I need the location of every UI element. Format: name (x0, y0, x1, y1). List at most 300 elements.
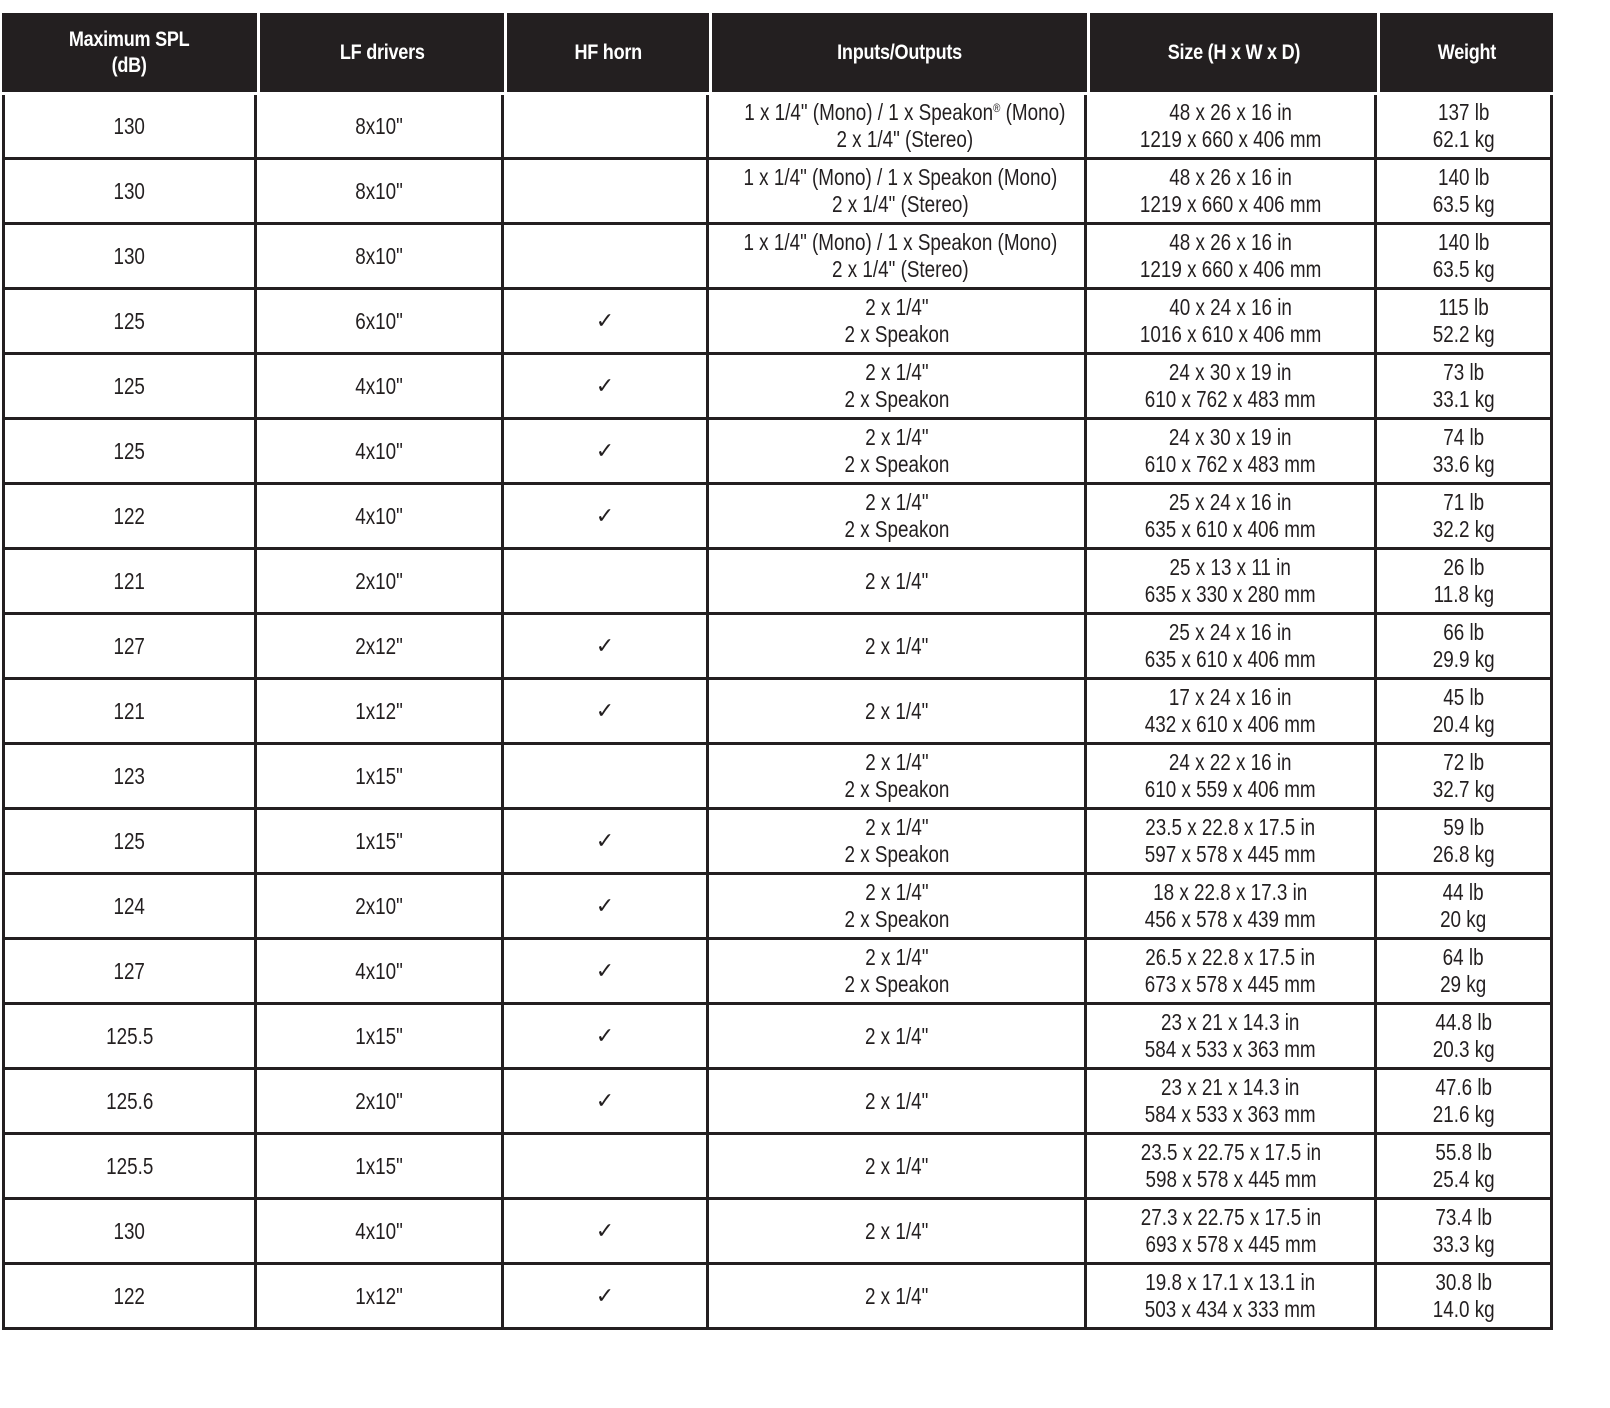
weight-kilograms: 29 kg (1440, 971, 1487, 997)
weight-kilograms: 21.6 kg (1432, 1101, 1495, 1127)
cell-size (1087, 225, 1377, 290)
size-millimeters: 1219 x 660 x 406 mm (1139, 256, 1322, 282)
size-inches: 25 x 24 x 16 in (1169, 489, 1292, 515)
cell-lf-drivers (257, 160, 504, 225)
lf-drivers-value: 1x15" (355, 827, 403, 854)
cell-lf-drivers (257, 810, 504, 875)
header-label: HF horn (574, 40, 642, 64)
checkmark-icon: ✓ (595, 1024, 615, 1049)
cell-lf-drivers (257, 355, 504, 420)
cell-max-spl (2, 160, 257, 225)
cell-weight (1377, 1265, 1553, 1330)
cell-max-spl (2, 550, 257, 615)
lf-drivers-value: 4x10" (355, 437, 403, 464)
header-inputs-outputs (709, 13, 1087, 95)
max-spl-value: 130 (113, 112, 146, 139)
weight-pounds: 44 lb (1443, 879, 1484, 905)
max-spl-value: 121 (113, 567, 146, 594)
cell-hf-horn (504, 1135, 709, 1200)
lf-drivers-value: 4x10" (355, 502, 403, 529)
cell-lf-drivers (257, 680, 504, 745)
table-row (2, 225, 1553, 290)
size-inches: 24 x 22 x 16 in (1169, 749, 1292, 775)
size-inches: 26.5 x 22.8 x 17.5 in (1145, 944, 1316, 970)
weight-pounds: 26 lb (1443, 554, 1484, 580)
cell-inputs-outputs (709, 550, 1087, 615)
checkmark-icon: ✓ (595, 1284, 615, 1309)
size-millimeters: 635 x 330 x 280 mm (1145, 581, 1316, 607)
table-row (2, 875, 1553, 940)
cell-weight (1377, 1135, 1553, 1200)
header-max-spl (2, 13, 257, 95)
cell-weight (1377, 160, 1553, 225)
header-hf-horn (504, 13, 709, 95)
io-line-1: 2 x 1/4" (864, 567, 929, 594)
table-row (2, 1135, 1553, 1200)
weight-kilograms: 33.3 kg (1432, 1231, 1495, 1257)
max-spl-value: 127 (113, 632, 146, 659)
cell-hf-horn (504, 810, 709, 875)
cell-inputs-outputs (709, 160, 1087, 225)
checkmark-icon: ✓ (595, 439, 615, 464)
weight-pounds: 44.8 lb (1435, 1009, 1492, 1035)
cell-hf-horn (504, 225, 709, 290)
cell-max-spl (2, 420, 257, 485)
cell-hf-horn (504, 875, 709, 940)
header-label: Inputs/Outputs (837, 40, 962, 64)
cell-size (1087, 1135, 1377, 1200)
header-label: Weight (1437, 40, 1496, 64)
cell-size (1087, 745, 1377, 810)
cell-hf-horn (504, 290, 709, 355)
cell-inputs-outputs (709, 485, 1087, 550)
cell-hf-horn (504, 1005, 709, 1070)
cell-hf-horn (504, 1200, 709, 1265)
io-line-1: 2 x 1/4" (864, 944, 929, 970)
lf-drivers-value: 8x10" (355, 112, 403, 139)
table-row (2, 160, 1553, 225)
header-label: LF drivers (339, 40, 425, 64)
cell-size (1087, 420, 1377, 485)
size-millimeters: 456 x 578 x 439 mm (1145, 906, 1316, 932)
io-line-1: 2 x 1/4" (864, 749, 929, 775)
cell-size (1087, 875, 1377, 940)
size-millimeters: 610 x 762 x 483 mm (1145, 451, 1316, 477)
size-inches: 18 x 22.8 x 17.3 in (1153, 879, 1308, 905)
weight-pounds: 140 lb (1437, 164, 1490, 190)
cell-lf-drivers (257, 940, 504, 1005)
max-spl-value: 125 (113, 437, 146, 464)
header-label: Maximum SPL (69, 27, 190, 51)
cell-inputs-outputs (709, 940, 1087, 1005)
cell-weight (1377, 355, 1553, 420)
header-lf-drivers (257, 13, 504, 95)
table-row (2, 290, 1553, 355)
weight-pounds: 45 lb (1443, 684, 1484, 710)
size-inches: 25 x 24 x 16 in (1169, 619, 1292, 645)
cell-size (1087, 550, 1377, 615)
size-millimeters: 635 x 610 x 406 mm (1145, 516, 1316, 542)
cell-weight (1377, 1070, 1553, 1135)
weight-kilograms: 33.6 kg (1432, 451, 1495, 477)
size-inches: 48 x 26 x 16 in (1169, 99, 1292, 125)
weight-pounds: 140 lb (1437, 229, 1490, 255)
cell-weight (1377, 810, 1553, 875)
weight-kilograms: 20.3 kg (1432, 1036, 1495, 1062)
size-millimeters: 673 x 578 x 445 mm (1145, 971, 1316, 997)
cell-inputs-outputs (709, 1200, 1087, 1265)
io-line-1: 2 x 1/4" (864, 1282, 929, 1309)
size-millimeters: 584 x 533 x 363 mm (1145, 1036, 1316, 1062)
cell-inputs-outputs (709, 420, 1087, 485)
max-spl-value: 121 (113, 697, 146, 724)
cell-weight (1377, 1200, 1553, 1265)
io-line-1: 2 x 1/4" (864, 1087, 929, 1114)
size-inches: 23.5 x 22.8 x 17.5 in (1145, 814, 1316, 840)
lf-drivers-value: 2x10" (355, 892, 403, 919)
max-spl-value: 122 (113, 1282, 146, 1309)
lf-drivers-value: 8x10" (355, 177, 403, 204)
max-spl-value: 122 (113, 502, 146, 529)
table-row (2, 745, 1553, 810)
cell-hf-horn (504, 1070, 709, 1135)
weight-pounds: 66 lb (1443, 619, 1484, 645)
cell-max-spl (2, 1135, 257, 1200)
weight-pounds: 137 lb (1437, 99, 1490, 125)
lf-drivers-value: 1x15" (355, 1152, 403, 1179)
io-line-2: 2 x Speakon (844, 386, 949, 412)
cell-size (1087, 160, 1377, 225)
size-millimeters: 1219 x 660 x 406 mm (1139, 191, 1322, 217)
size-millimeters: 1219 x 660 x 406 mm (1139, 126, 1322, 152)
weight-pounds: 73 lb (1443, 359, 1484, 385)
checkmark-icon: ✓ (595, 504, 615, 529)
weight-kilograms: 25.4 kg (1432, 1166, 1495, 1192)
size-inches: 24 x 30 x 19 in (1169, 424, 1292, 450)
cell-max-spl (2, 485, 257, 550)
io-line-2: 2 x 1/4" (Stereo) (832, 256, 969, 282)
cell-hf-horn (504, 420, 709, 485)
cell-lf-drivers (257, 290, 504, 355)
lf-drivers-value: 4x10" (355, 957, 403, 984)
lf-drivers-value: 8x10" (355, 242, 403, 269)
cell-weight (1377, 290, 1553, 355)
speaker-spec-table (2, 13, 1553, 1330)
size-inches: 40 x 24 x 16 in (1169, 294, 1292, 320)
io-line-1: 2 x 1/4" (864, 359, 929, 385)
io-line-2: 2 x 1/4" (Stereo) (832, 191, 969, 217)
cell-size (1087, 1005, 1377, 1070)
max-spl-value: 130 (113, 177, 146, 204)
weight-kilograms: 52.2 kg (1432, 321, 1495, 347)
cell-lf-drivers (257, 95, 504, 160)
cell-lf-drivers (257, 225, 504, 290)
checkmark-icon: ✓ (595, 1089, 615, 1114)
checkmark-icon: ✓ (595, 894, 615, 919)
header-label-unit: (dB) (111, 53, 148, 77)
size-millimeters: 693 x 578 x 445 mm (1145, 1231, 1316, 1257)
table-row (2, 940, 1553, 1005)
size-inches: 48 x 26 x 16 in (1169, 164, 1292, 190)
size-millimeters: 1016 x 610 x 406 mm (1139, 321, 1322, 347)
header-label: Size (H x W x D) (1167, 40, 1300, 64)
weight-pounds: 115 lb (1438, 294, 1489, 320)
cell-hf-horn (504, 485, 709, 550)
io-line-1: 2 x 1/4" (864, 697, 929, 724)
cell-inputs-outputs (709, 1135, 1087, 1200)
io-line-2: 2 x 1/4" (Stereo) (836, 126, 974, 152)
cell-max-spl (2, 1070, 257, 1135)
size-millimeters: 610 x 762 x 483 mm (1145, 386, 1316, 412)
cell-lf-drivers (257, 615, 504, 680)
cell-max-spl (2, 225, 257, 290)
cell-inputs-outputs (709, 615, 1087, 680)
cell-size (1087, 1265, 1377, 1330)
lf-drivers-value: 2x10" (355, 567, 403, 594)
table-row (2, 485, 1553, 550)
table-row (2, 1200, 1553, 1265)
max-spl-value: 123 (113, 762, 146, 789)
io-line-1: 2 x 1/4" (864, 1152, 929, 1179)
io-line-2: 2 x Speakon (844, 971, 949, 997)
cell-lf-drivers (257, 1135, 504, 1200)
cell-max-spl (2, 810, 257, 875)
cell-hf-horn (504, 355, 709, 420)
table-row (2, 1005, 1553, 1070)
cell-weight (1377, 875, 1553, 940)
cell-max-spl (2, 875, 257, 940)
cell-inputs-outputs (709, 810, 1087, 875)
io-line-2: 2 x Speakon (844, 776, 949, 802)
weight-kilograms: 11.8 kg (1433, 581, 1494, 607)
weight-kilograms: 20 kg (1440, 906, 1487, 932)
cell-size (1087, 290, 1377, 355)
weight-pounds: 64 lb (1443, 944, 1484, 970)
cell-size (1087, 1200, 1377, 1265)
io-line-1: 2 x 1/4" (864, 1217, 929, 1244)
io-line-1: 2 x 1/4" (864, 294, 929, 320)
lf-drivers-value: 2x12" (355, 632, 403, 659)
size-inches: 17 x 24 x 16 in (1169, 684, 1292, 710)
header-weight (1377, 13, 1553, 95)
io-line-1: 2 x 1/4" (864, 814, 929, 840)
size-millimeters: 610 x 559 x 406 mm (1145, 776, 1316, 802)
table-header (2, 13, 1553, 95)
cell-lf-drivers (257, 485, 504, 550)
cell-lf-drivers (257, 875, 504, 940)
cell-size (1087, 615, 1377, 680)
io-line-1: 1 x 1/4" (Mono) / 1 x Speakon® (Mono) (744, 99, 1066, 125)
size-inches: 23.5 x 22.75 x 17.5 in (1140, 1139, 1321, 1165)
max-spl-value: 125 (113, 827, 146, 854)
weight-pounds: 74 lb (1443, 424, 1484, 450)
max-spl-value: 125.5 (105, 1152, 154, 1179)
cell-max-spl (2, 290, 257, 355)
cell-inputs-outputs (709, 680, 1087, 745)
table-body (2, 95, 1553, 1330)
cell-size (1087, 485, 1377, 550)
table-row (2, 615, 1553, 680)
max-spl-value: 130 (113, 242, 146, 269)
weight-pounds: 59 lb (1443, 814, 1484, 840)
table-row (2, 810, 1553, 875)
table-row (2, 1265, 1553, 1330)
checkmark-icon: ✓ (595, 1219, 615, 1244)
cell-size (1087, 95, 1377, 160)
weight-kilograms: 32.7 kg (1432, 776, 1495, 802)
cell-weight (1377, 615, 1553, 680)
size-inches: 25 x 13 x 11 in (1169, 554, 1292, 580)
checkmark-icon: ✓ (595, 959, 615, 984)
cell-max-spl (2, 1200, 257, 1265)
cell-hf-horn (504, 940, 709, 1005)
size-inches: 24 x 30 x 19 in (1169, 359, 1292, 385)
cell-max-spl (2, 680, 257, 745)
size-millimeters: 432 x 610 x 406 mm (1145, 711, 1316, 737)
header-row (2, 13, 1553, 95)
table-row (2, 420, 1553, 485)
cell-hf-horn (504, 615, 709, 680)
weight-kilograms: 32.2 kg (1432, 516, 1495, 542)
cell-inputs-outputs (709, 1005, 1087, 1070)
cell-inputs-outputs (709, 225, 1087, 290)
cell-lf-drivers (257, 745, 504, 810)
cell-lf-drivers (257, 1070, 504, 1135)
cell-weight (1377, 550, 1553, 615)
io-line-2: 2 x Speakon (844, 841, 949, 867)
lf-drivers-value: 4x10" (355, 372, 403, 399)
io-line-2: 2 x Speakon (844, 516, 949, 542)
cell-lf-drivers (257, 550, 504, 615)
io-line-1: 2 x 1/4" (864, 489, 929, 515)
weight-kilograms: 33.1 kg (1432, 386, 1495, 412)
cell-size (1087, 810, 1377, 875)
header-size (1087, 13, 1377, 95)
table-row (2, 680, 1553, 745)
cell-max-spl (2, 745, 257, 810)
lf-drivers-value: 1x12" (355, 1282, 403, 1309)
cell-size (1087, 355, 1377, 420)
checkmark-icon: ✓ (595, 634, 615, 659)
io-line-2: 2 x Speakon (844, 906, 949, 932)
size-millimeters: 598 x 578 x 445 mm (1145, 1166, 1316, 1192)
lf-drivers-value: 2x10" (355, 1087, 403, 1114)
cell-hf-horn (504, 1265, 709, 1330)
weight-kilograms: 63.5 kg (1432, 256, 1495, 282)
cell-weight (1377, 95, 1553, 160)
cell-lf-drivers (257, 1265, 504, 1330)
cell-hf-horn (504, 550, 709, 615)
cell-inputs-outputs (709, 875, 1087, 940)
cell-inputs-outputs (709, 1265, 1087, 1330)
table-row (2, 1070, 1553, 1135)
io-line-2: 2 x Speakon (844, 451, 949, 477)
cell-hf-horn (504, 95, 709, 160)
cell-inputs-outputs (709, 95, 1087, 160)
cell-weight (1377, 680, 1553, 745)
io-line-2: 2 x Speakon (844, 321, 949, 347)
lf-drivers-value: 1x12" (355, 697, 403, 724)
size-inches: 27.3 x 22.75 x 17.5 in (1140, 1204, 1321, 1230)
checkmark-icon: ✓ (595, 829, 615, 854)
weight-pounds: 71 lb (1443, 489, 1484, 515)
size-inches: 23 x 21 x 14.3 in (1161, 1074, 1300, 1100)
cell-weight (1377, 940, 1553, 1005)
cell-inputs-outputs (709, 745, 1087, 810)
cell-weight (1377, 485, 1553, 550)
size-millimeters: 635 x 610 x 406 mm (1145, 646, 1316, 672)
cell-hf-horn (504, 745, 709, 810)
cell-max-spl (2, 355, 257, 420)
max-spl-value: 124 (113, 892, 146, 919)
weight-kilograms: 20.4 kg (1432, 711, 1495, 737)
size-inches: 48 x 26 x 16 in (1169, 229, 1292, 255)
lf-drivers-value: 6x10" (355, 307, 403, 334)
size-inches: 23 x 21 x 14.3 in (1161, 1009, 1300, 1035)
weight-pounds: 72 lb (1443, 749, 1484, 775)
cell-inputs-outputs (709, 1070, 1087, 1135)
weight-kilograms: 62.1 kg (1432, 126, 1495, 152)
table-row (2, 550, 1553, 615)
cell-inputs-outputs (709, 355, 1087, 420)
weight-pounds: 55.8 lb (1435, 1139, 1492, 1165)
cell-max-spl (2, 1265, 257, 1330)
max-spl-value: 130 (113, 1217, 146, 1244)
table-row (2, 95, 1553, 160)
io-line-1: 1 x 1/4" (Mono) / 1 x Speakon (Mono) (743, 229, 1058, 255)
weight-kilograms: 29.9 kg (1432, 646, 1495, 672)
io-line-1: 2 x 1/4" (864, 879, 929, 905)
cell-lf-drivers (257, 1200, 504, 1265)
weight-kilograms: 26.8 kg (1432, 841, 1495, 867)
max-spl-value: 125 (113, 372, 146, 399)
cell-size (1087, 940, 1377, 1005)
size-inches: 19.8 x 17.1 x 13.1 in (1145, 1269, 1316, 1295)
cell-size (1087, 680, 1377, 745)
max-spl-value: 125.5 (105, 1022, 154, 1049)
weight-kilograms: 14.0 kg (1432, 1296, 1495, 1322)
cell-weight (1377, 745, 1553, 810)
weight-pounds: 30.8 lb (1435, 1269, 1492, 1295)
cell-size (1087, 1070, 1377, 1135)
weight-kilograms: 63.5 kg (1432, 191, 1495, 217)
lf-drivers-value: 1x15" (355, 762, 403, 789)
cell-hf-horn (504, 160, 709, 225)
io-line-1: 2 x 1/4" (864, 1022, 929, 1049)
cell-hf-horn (504, 680, 709, 745)
cell-max-spl (2, 615, 257, 680)
cell-max-spl (2, 95, 257, 160)
cell-max-spl (2, 940, 257, 1005)
max-spl-value: 125.6 (105, 1087, 154, 1114)
cell-weight (1377, 1005, 1553, 1070)
checkmark-icon: ✓ (595, 309, 615, 334)
checkmark-icon: ✓ (595, 374, 615, 399)
io-line-1: 2 x 1/4" (864, 632, 929, 659)
max-spl-value: 127 (113, 957, 146, 984)
cell-weight (1377, 225, 1553, 290)
checkmark-icon: ✓ (595, 699, 615, 724)
size-millimeters: 584 x 533 x 363 mm (1145, 1101, 1316, 1127)
io-line-1: 2 x 1/4" (864, 424, 929, 450)
weight-pounds: 47.6 lb (1435, 1074, 1492, 1100)
size-millimeters: 597 x 578 x 445 mm (1145, 841, 1316, 867)
cell-max-spl (2, 1005, 257, 1070)
lf-drivers-value: 4x10" (355, 1217, 403, 1244)
cell-lf-drivers (257, 1005, 504, 1070)
weight-pounds: 73.4 lb (1435, 1204, 1492, 1230)
cell-lf-drivers (257, 420, 504, 485)
